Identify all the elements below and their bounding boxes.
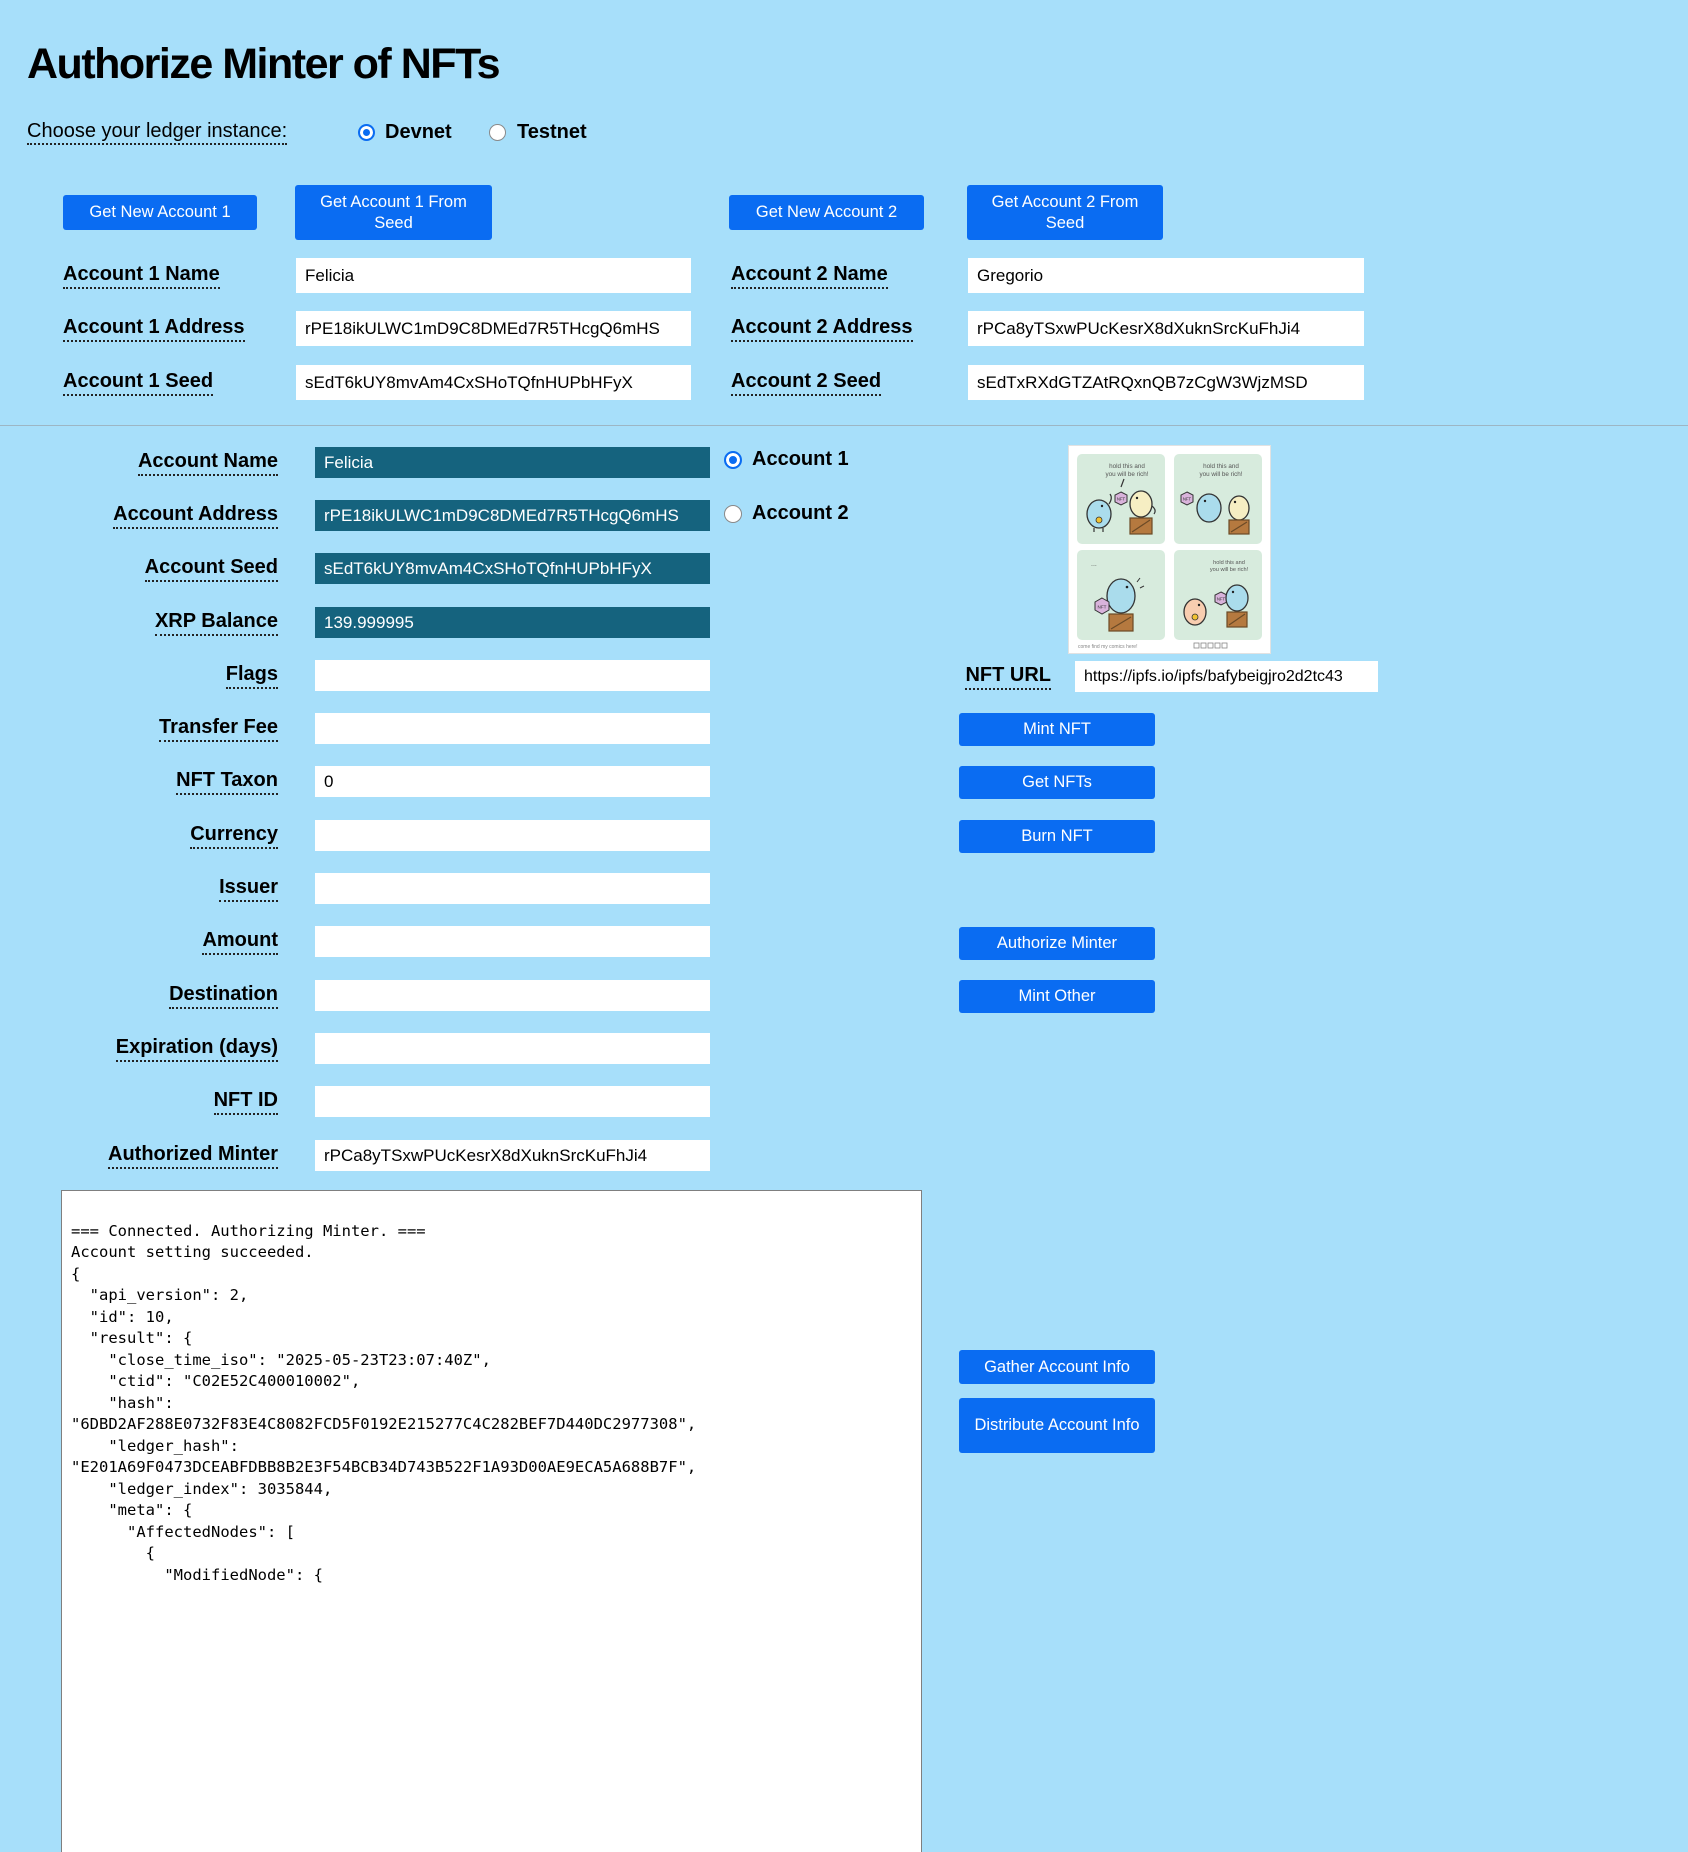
account-1-seed-input[interactable] — [296, 365, 691, 400]
svg-text:you will be rich!: you will be rich! — [1209, 567, 1249, 573]
nft-hexagon-icon — [1215, 592, 1227, 605]
svg-text:...: ... — [1091, 561, 1097, 568]
account-1-radio-label: Account 1 — [752, 448, 849, 470]
svg-text:hold this and: hold this and — [1203, 463, 1239, 470]
nft-url-label: NFT URL — [860, 661, 1051, 692]
nft-id-input[interactable] — [315, 1086, 710, 1117]
xrp-balance-label: XRP Balance — [60, 607, 278, 638]
get-account-2-from-seed-button[interactable]: Get Account 2 From Seed — [967, 185, 1163, 240]
account-seed-label: Account Seed — [60, 553, 278, 584]
expiration-days-input[interactable] — [315, 1033, 710, 1064]
blue-bird-icon — [1226, 585, 1248, 627]
svg-text:you will be rich!: you will be rich! — [1105, 471, 1149, 478]
amount-input[interactable] — [315, 926, 710, 957]
svg-text:NFT: NFT — [1116, 496, 1126, 502]
amount-label: Amount — [60, 926, 278, 957]
svg-text:NFT: NFT — [1182, 496, 1192, 502]
xrp-balance-field[interactable] — [315, 607, 710, 638]
account-1-name-input[interactable] — [296, 258, 691, 293]
authorized-minter-label: Authorized Minter — [60, 1140, 278, 1171]
svg-text:hold this and: hold this and — [1109, 463, 1145, 470]
nft-hexagon-icon — [1181, 492, 1193, 505]
devnet-radio[interactable] — [358, 124, 375, 141]
nft-id-label: NFT ID — [60, 1086, 278, 1117]
nft-hexagon-icon — [1115, 492, 1127, 505]
currency-label: Currency — [60, 820, 278, 851]
svg-text:NFT: NFT — [1097, 604, 1107, 610]
account-1-name-label: Account 1 Name — [63, 258, 220, 293]
destination-label: Destination — [60, 980, 278, 1011]
account-1-radio[interactable] — [724, 451, 742, 469]
svg-text:NFT: NFT — [1216, 596, 1226, 602]
account-address-field[interactable] — [315, 500, 710, 531]
distribute-account-info-button[interactable]: Distribute Account Info — [959, 1398, 1155, 1453]
orange-bird-icon — [1184, 599, 1206, 625]
account-2-address-label: Account 2 Address — [731, 311, 913, 346]
account-seed-field[interactable] — [315, 553, 710, 584]
transfer-fee-label: Transfer Fee — [60, 713, 278, 744]
account-1-address-label: Account 1 Address — [63, 311, 245, 346]
get-account-1-from-seed-button[interactable]: Get Account 1 From Seed — [295, 185, 492, 240]
currency-input[interactable] — [315, 820, 710, 851]
get-nfts-button[interactable]: Get NFTs — [959, 766, 1155, 799]
burn-nft-button[interactable]: Burn NFT — [959, 820, 1155, 853]
account-2-name-input[interactable] — [968, 258, 1364, 293]
testnet-radio-label: Testnet — [517, 121, 587, 143]
flags-input[interactable] — [315, 660, 710, 691]
issuer-label: Issuer — [60, 873, 278, 904]
authorized-minter-input[interactable] — [315, 1140, 710, 1171]
account-2-name-label: Account 2 Name — [731, 258, 888, 293]
authorize-minter-button[interactable]: Authorize Minter — [959, 927, 1155, 960]
account-1-address-input[interactable] — [296, 311, 691, 346]
devnet-radio-label: Devnet — [385, 121, 452, 143]
testnet-radio[interactable] — [489, 124, 506, 141]
account-address-label: Account Address — [60, 500, 278, 531]
transfer-fee-input[interactable] — [315, 713, 710, 744]
account-name-label: Account Name — [60, 447, 278, 478]
get-new-account-1-button[interactable]: Get New Account 1 — [63, 195, 257, 230]
account-2-radio[interactable] — [724, 505, 742, 523]
comic-panel-1 — [1077, 454, 1165, 544]
destination-input[interactable] — [315, 980, 710, 1011]
comic-panel-2 — [1174, 454, 1262, 544]
mint-nft-button[interactable]: Mint NFT — [959, 713, 1155, 746]
svg-text:you will be rich!: you will be rich! — [1199, 471, 1243, 478]
yellow-bird-icon — [1229, 496, 1249, 534]
account-1-seed-label: Account 1 Seed — [63, 365, 213, 400]
account-2-radio-label: Account 2 — [752, 502, 849, 524]
nft-comic-image — [1069, 446, 1270, 653]
account-2-seed-label: Account 2 Seed — [731, 365, 881, 400]
account-name-field[interactable] — [315, 447, 710, 478]
section-divider — [0, 425, 1688, 426]
mint-other-button[interactable]: Mint Other — [959, 980, 1155, 1013]
account-2-seed-input[interactable] — [968, 365, 1364, 400]
gather-account-info-button[interactable]: Gather Account Info — [959, 1350, 1155, 1384]
blue-bird-icon — [1197, 494, 1221, 522]
account-2-address-input[interactable] — [968, 311, 1364, 346]
ledger-prompt: Choose your ledger instance: — [27, 120, 287, 143]
nft-taxon-input[interactable] — [315, 766, 710, 797]
page-title: Authorize Minter of NFTs — [27, 40, 500, 88]
comic-caption: come find my comics here! — [1078, 644, 1138, 650]
get-new-account-2-button[interactable]: Get New Account 2 — [729, 195, 924, 230]
nft-taxon-label: NFT Taxon — [60, 766, 278, 797]
comic-panel-4 — [1174, 550, 1262, 640]
expiration-days-label: Expiration (days) — [60, 1033, 278, 1064]
nft-hexagon-icon — [1095, 598, 1109, 614]
comic-panel-3 — [1077, 550, 1165, 640]
flags-label: Flags — [60, 660, 278, 691]
svg-text:hold this and: hold this and — [1213, 560, 1245, 566]
results-log-textarea[interactable] — [61, 1190, 922, 1852]
nft-url-input[interactable] — [1075, 661, 1378, 692]
issuer-input[interactable] — [315, 873, 710, 904]
